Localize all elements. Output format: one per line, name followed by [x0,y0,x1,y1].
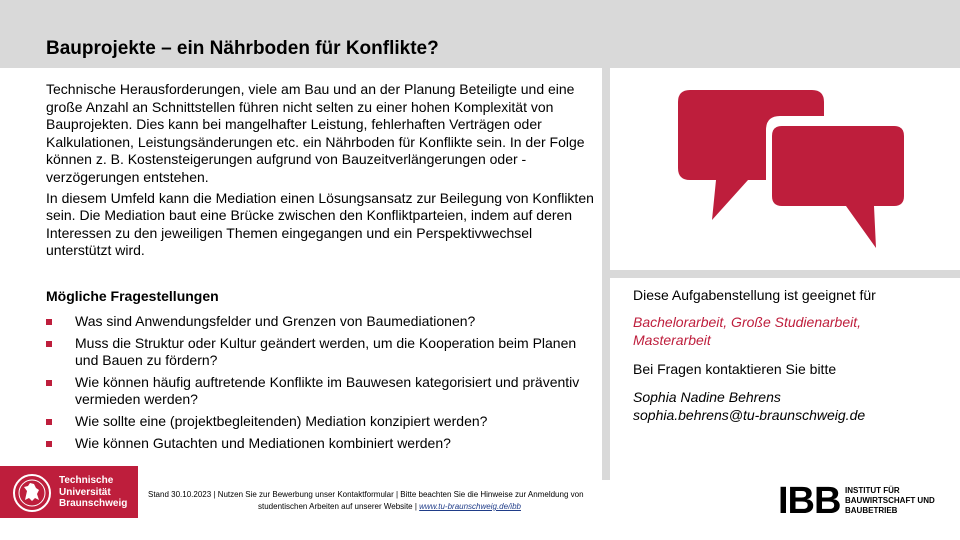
ibb-institute-name: INSTITUT FÜR BAUWIRTSCHAFT UND BAUBETRIEB [845,486,935,515]
list-item: Was sind Anwendungsfelder und Grenzen von Baumediationen? [46,313,602,331]
contact-label: Bei Fragen kontaktieren Sie bitte [633,361,837,377]
vertical-divider [602,68,610,480]
list-item: Muss die Struktur oder Kultur geändert werden, um die Kooperation beim Planen und Bauen zu fördern? [46,335,602,370]
bullet-icon [46,341,52,347]
horizontal-divider [610,270,960,278]
list-item: Wie sollte eine (projektbegleitenden) Mediation konzipiert werden? [46,413,602,431]
ibb-logo: IBB [778,480,841,522]
intro-paragraph-1: Technische Herausforderungen, viele am Bau und an der Planung Beteiligte und eine große Anzahl an Schnittstellen führen nicht selten zu einer hohen Komplexität von Bauprojekten. Dies kann bei mangelhafter Leistung, fehlerhaften Verträgen oder Kalkulationen, Leistungsänderungen etc. ein Nährboden für Konflikte sein. In der Folge können z. B. Kostensteigerungen aufgrund von Bauzeitverlängerungen oder -verzögerungen entstehen. [46,81,585,185]
website-link[interactable]: www.tu-braunschweig.de/ibb [419,502,521,511]
bullet-icon [46,441,52,447]
intro-paragraph-2: In diesem Umfeld kann die Mediation einen Lösungsansatz zur Beilegung von Konflikten sein. Die Mediation baut eine Brücke zwischen den Konfliktparteien, indem auf deren Interessen zu den jeweiligen Themen eingegangen und ein Perspektivwechsel unterstützt wird. [46,189,594,259]
contact-name: Sophia Nadine Behrens [633,389,781,405]
questions-list [46,313,602,456]
tu-name: Technische Universität Braunschweig [59,475,128,509]
bullet-icon [46,419,52,425]
suitable-value: Bachelorarbeit, Große Studienarbeit, Masterarbeit [633,314,862,348]
speech-bubbles-icon [676,88,914,260]
footer-line-1: Stand 30.10.2023 | Nutzen Sie zur Bewerbung unser Kontaktformular | Bitte beachten Sie die Hinweise zur Anmeldung von [148,490,584,499]
bullet-icon [46,319,52,325]
footer-text [148,489,748,513]
lion-seal-icon [12,473,52,513]
page-title: Bauprojekte – ein Nährboden für Konflikte? [46,38,439,59]
list-item: Wie können Gutachten und Mediationen kombiniert werden? [46,435,602,453]
footer-line-2: studentischen Arbeiten auf unserer Website | www.tu-braunschweig.de/ibb [258,502,521,511]
contact-email[interactable]: sophia.behrens@tu-braunschweig.de [633,407,866,423]
questions-heading: Mögliche Fragestellungen [46,288,219,304]
intro-text [46,81,594,263]
suitable-label: Diese Aufgabenstellung ist geeignet für [633,287,876,303]
list-item: Wie können häufig auftretende Konflikte im Bauwesen kategorisiert und präventiv vermieden werden? [46,374,602,409]
bullet-icon [46,380,52,386]
